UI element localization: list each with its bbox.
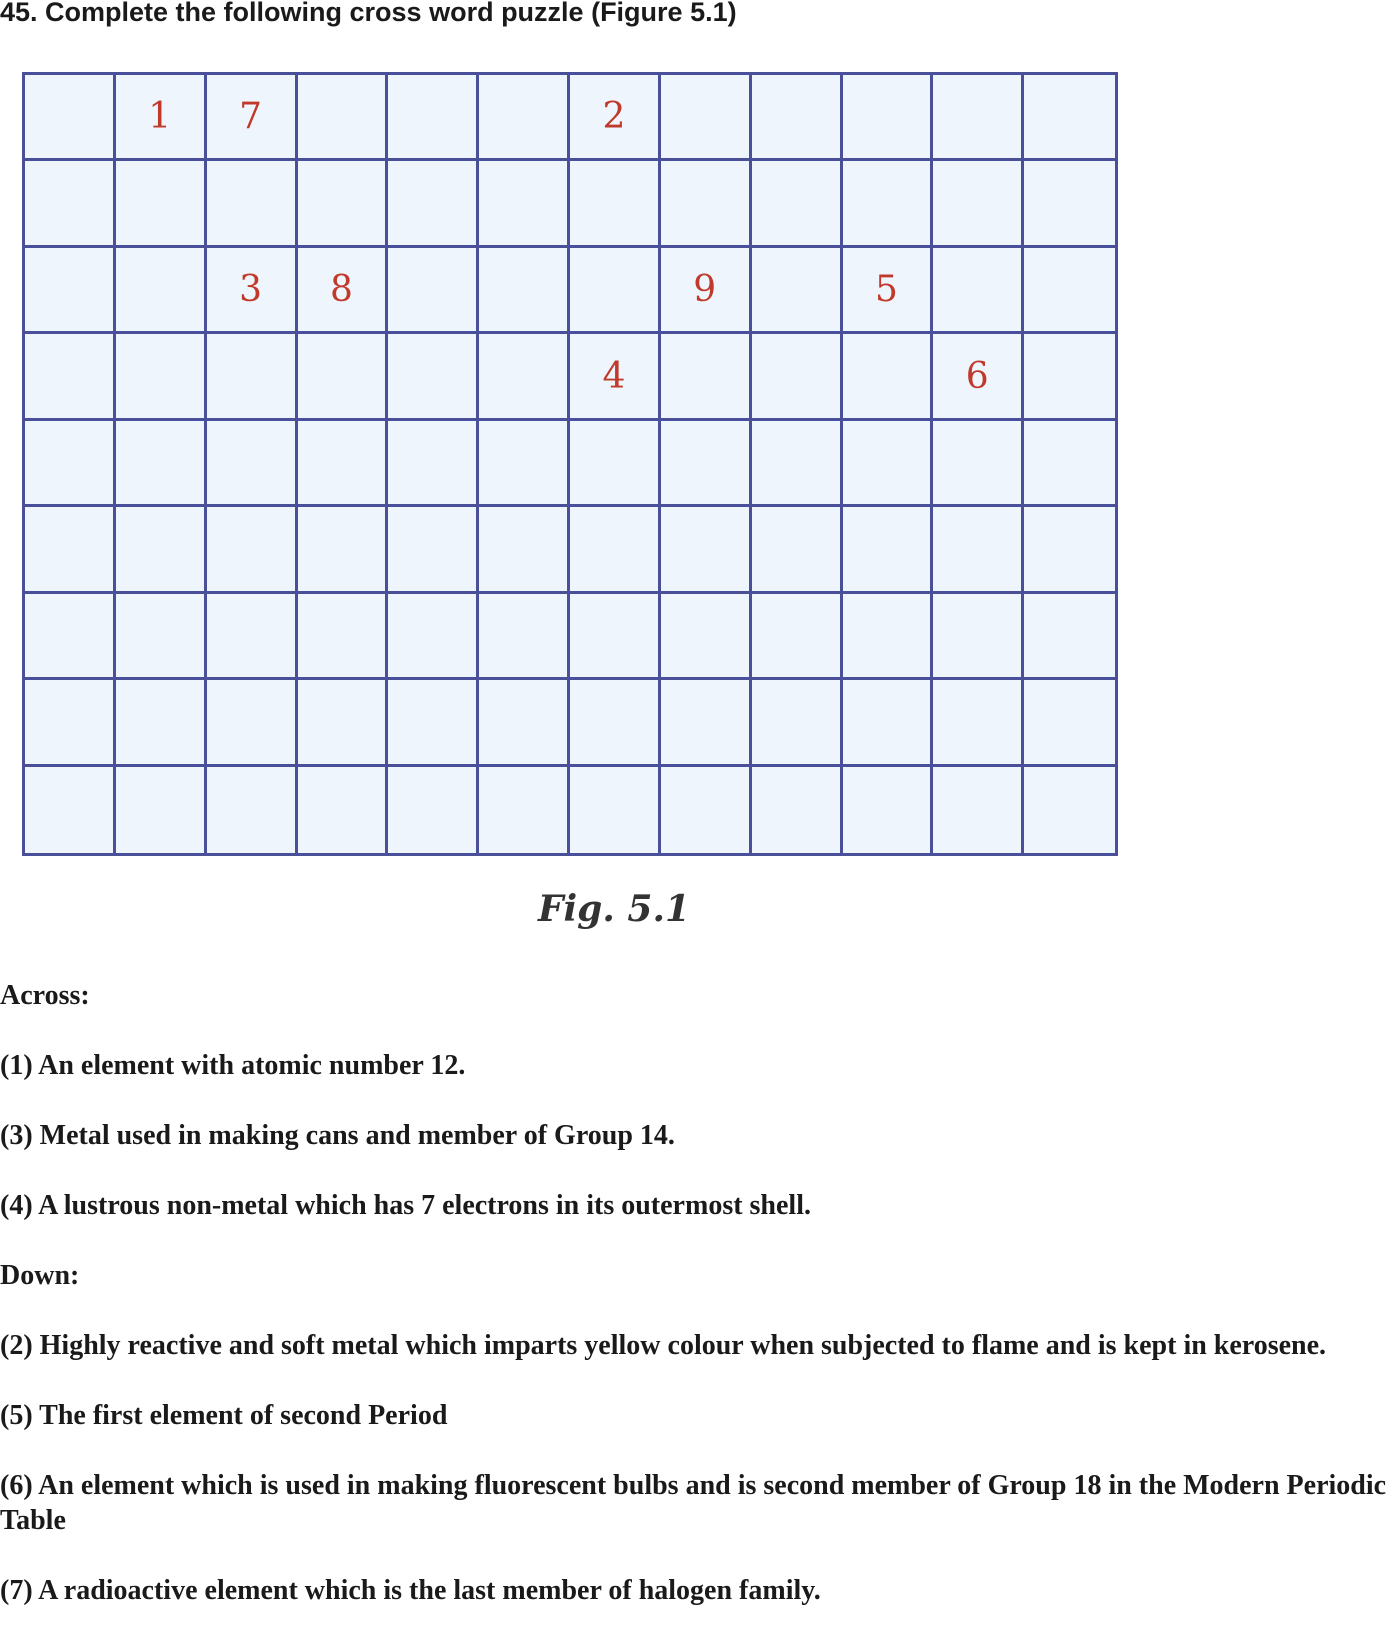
grid-cell[interactable] bbox=[479, 161, 570, 247]
down-clue-5: (5) The first element of second Period bbox=[0, 1400, 448, 1431]
grid-cell[interactable] bbox=[933, 507, 1024, 593]
grid-cell[interactable] bbox=[25, 161, 116, 247]
clue-number-7[interactable]: 7 bbox=[207, 75, 298, 161]
across-clue-3: (3) Metal used in making cans and member of Group 14. bbox=[0, 1120, 675, 1151]
down-clue-7: (7) A radioactive element which is the last member of halogen family. bbox=[0, 1575, 821, 1606]
grid-cell[interactable] bbox=[1024, 334, 1115, 420]
grid-cell[interactable] bbox=[207, 421, 298, 507]
grid-cell[interactable] bbox=[570, 594, 661, 680]
grid-cell[interactable] bbox=[479, 75, 570, 161]
grid-cell[interactable] bbox=[752, 421, 843, 507]
grid-cell[interactable] bbox=[661, 507, 752, 593]
clue-number-2[interactable]: 2 bbox=[570, 75, 661, 161]
crossword-grid bbox=[22, 72, 1118, 856]
across-clue-4: (4) A lustrous non-metal which has 7 electrons in its outermost shell. bbox=[0, 1190, 811, 1221]
grid-cell[interactable] bbox=[661, 161, 752, 247]
grid-cell[interactable] bbox=[298, 594, 389, 680]
grid-cell[interactable] bbox=[207, 680, 298, 766]
grid-cell[interactable] bbox=[207, 161, 298, 247]
grid-cell[interactable] bbox=[25, 594, 116, 680]
grid-cell[interactable] bbox=[1024, 507, 1115, 593]
grid-cell[interactable] bbox=[388, 507, 479, 593]
grid-cell[interactable] bbox=[752, 767, 843, 853]
grid-cell[interactable] bbox=[388, 680, 479, 766]
grid-cell[interactable] bbox=[388, 75, 479, 161]
grid-cell[interactable] bbox=[207, 594, 298, 680]
grid-cell[interactable] bbox=[570, 248, 661, 334]
grid-cell[interactable] bbox=[25, 507, 116, 593]
clue-number-1[interactable]: 1 bbox=[116, 75, 207, 161]
grid-cell[interactable] bbox=[298, 421, 389, 507]
grid-cell[interactable] bbox=[388, 767, 479, 853]
grid-cell[interactable] bbox=[933, 248, 1024, 334]
grid-cell[interactable] bbox=[25, 248, 116, 334]
grid-cell[interactable] bbox=[1024, 75, 1115, 161]
grid-cell[interactable] bbox=[570, 767, 661, 853]
grid-cell[interactable] bbox=[479, 680, 570, 766]
grid-cell[interactable] bbox=[752, 680, 843, 766]
grid-cell[interactable] bbox=[479, 248, 570, 334]
grid-cell[interactable] bbox=[116, 767, 207, 853]
grid-cell[interactable] bbox=[207, 334, 298, 420]
grid-cell[interactable] bbox=[933, 594, 1024, 680]
grid-cell[interactable] bbox=[388, 594, 479, 680]
grid-cell[interactable] bbox=[298, 767, 389, 853]
grid-cell[interactable] bbox=[116, 680, 207, 766]
clue-number-3[interactable]: 3 bbox=[207, 248, 298, 334]
down-clue-6: (6) An element which is used in making fluorescent bulbs and is second member of Group 18 in the Modern Periodic Table bbox=[0, 1470, 1387, 1536]
grid-cell[interactable] bbox=[479, 767, 570, 853]
grid-cell[interactable] bbox=[207, 767, 298, 853]
grid-cell[interactable] bbox=[752, 594, 843, 680]
grid-cell[interactable] bbox=[661, 75, 752, 161]
grid-cell[interactable] bbox=[25, 334, 116, 420]
clue-number-4[interactable]: 4 bbox=[570, 334, 661, 420]
grid-cell[interactable] bbox=[298, 334, 389, 420]
clues-section bbox=[0, 978, 1398, 1643]
grid-cell[interactable] bbox=[479, 334, 570, 420]
grid-cell[interactable] bbox=[661, 334, 752, 420]
grid-cell[interactable] bbox=[388, 161, 479, 247]
grid-cell[interactable] bbox=[116, 421, 207, 507]
clue-number-9[interactable]: 9 bbox=[661, 248, 752, 334]
grid-cell[interactable] bbox=[661, 680, 752, 766]
grid-cell[interactable] bbox=[661, 594, 752, 680]
grid-cell[interactable] bbox=[570, 507, 661, 593]
grid-cell[interactable] bbox=[843, 161, 934, 247]
grid-cell[interactable] bbox=[1024, 680, 1115, 766]
grid-cell[interactable] bbox=[752, 75, 843, 161]
grid-cell[interactable] bbox=[388, 334, 479, 420]
grid-cell[interactable] bbox=[933, 75, 1024, 161]
grid-cell[interactable] bbox=[752, 161, 843, 247]
grid-cell[interactable] bbox=[661, 767, 752, 853]
grid-cell[interactable] bbox=[298, 75, 389, 161]
grid-cell[interactable] bbox=[116, 248, 207, 334]
grid-cell[interactable] bbox=[298, 161, 389, 247]
grid-cell[interactable] bbox=[1024, 421, 1115, 507]
clue-number-6[interactable]: 6 bbox=[933, 334, 1024, 420]
grid-cell[interactable] bbox=[388, 248, 479, 334]
clue-number-8[interactable]: 8 bbox=[298, 248, 389, 334]
grid-cell[interactable] bbox=[843, 680, 934, 766]
grid-cell[interactable] bbox=[933, 767, 1024, 853]
grid-cell[interactable] bbox=[843, 507, 934, 593]
grid-cell[interactable] bbox=[479, 507, 570, 593]
grid-cell[interactable] bbox=[1024, 767, 1115, 853]
grid-cell[interactable] bbox=[570, 421, 661, 507]
grid-cell[interactable] bbox=[1024, 594, 1115, 680]
grid-cell[interactable] bbox=[843, 421, 934, 507]
across-clue-1: (1) An element with atomic number 12. bbox=[0, 1050, 466, 1081]
grid-cell[interactable] bbox=[843, 594, 934, 680]
grid-cell[interactable] bbox=[298, 507, 389, 593]
grid-cell[interactable] bbox=[25, 421, 116, 507]
grid-cell[interactable] bbox=[570, 680, 661, 766]
down-heading: Down: bbox=[0, 1260, 80, 1291]
grid-cell[interactable] bbox=[752, 507, 843, 593]
clue-number-5[interactable]: 5 bbox=[843, 248, 934, 334]
grid-cell[interactable] bbox=[933, 421, 1024, 507]
grid-cell[interactable] bbox=[933, 680, 1024, 766]
grid-cell[interactable] bbox=[933, 161, 1024, 247]
down-clue-2: (2) Highly reactive and soft metal which imparts yellow colour when subjected to flame and is kept in kerosene. bbox=[0, 1330, 1327, 1361]
figure-caption: Fig. 5.1 bbox=[537, 888, 691, 930]
grid-cell[interactable] bbox=[752, 334, 843, 420]
grid-cell[interactable] bbox=[570, 161, 661, 247]
grid-cell[interactable] bbox=[25, 767, 116, 853]
grid-cell[interactable] bbox=[116, 161, 207, 247]
grid-cell[interactable] bbox=[479, 421, 570, 507]
question-title: 45. Complete the following cross word puzzle (Figure 5.1) bbox=[0, 0, 737, 27]
grid-cell[interactable] bbox=[1024, 248, 1115, 334]
across-heading: Across: bbox=[0, 980, 90, 1011]
grid-cell[interactable] bbox=[207, 507, 298, 593]
grid-cell[interactable] bbox=[298, 680, 389, 766]
grid-cell[interactable] bbox=[25, 680, 116, 766]
grid-cell[interactable] bbox=[388, 421, 479, 507]
grid-cell[interactable] bbox=[479, 594, 570, 680]
grid-cell[interactable] bbox=[25, 75, 116, 161]
grid-cell[interactable] bbox=[752, 248, 843, 334]
grid-cell[interactable] bbox=[116, 334, 207, 420]
grid-cell[interactable] bbox=[116, 507, 207, 593]
grid-cell[interactable] bbox=[1024, 161, 1115, 247]
grid-cell[interactable] bbox=[116, 594, 207, 680]
grid-cell[interactable] bbox=[843, 75, 934, 161]
grid-cell[interactable] bbox=[661, 421, 752, 507]
grid-cell[interactable] bbox=[843, 767, 934, 853]
grid-cell[interactable] bbox=[843, 334, 934, 420]
